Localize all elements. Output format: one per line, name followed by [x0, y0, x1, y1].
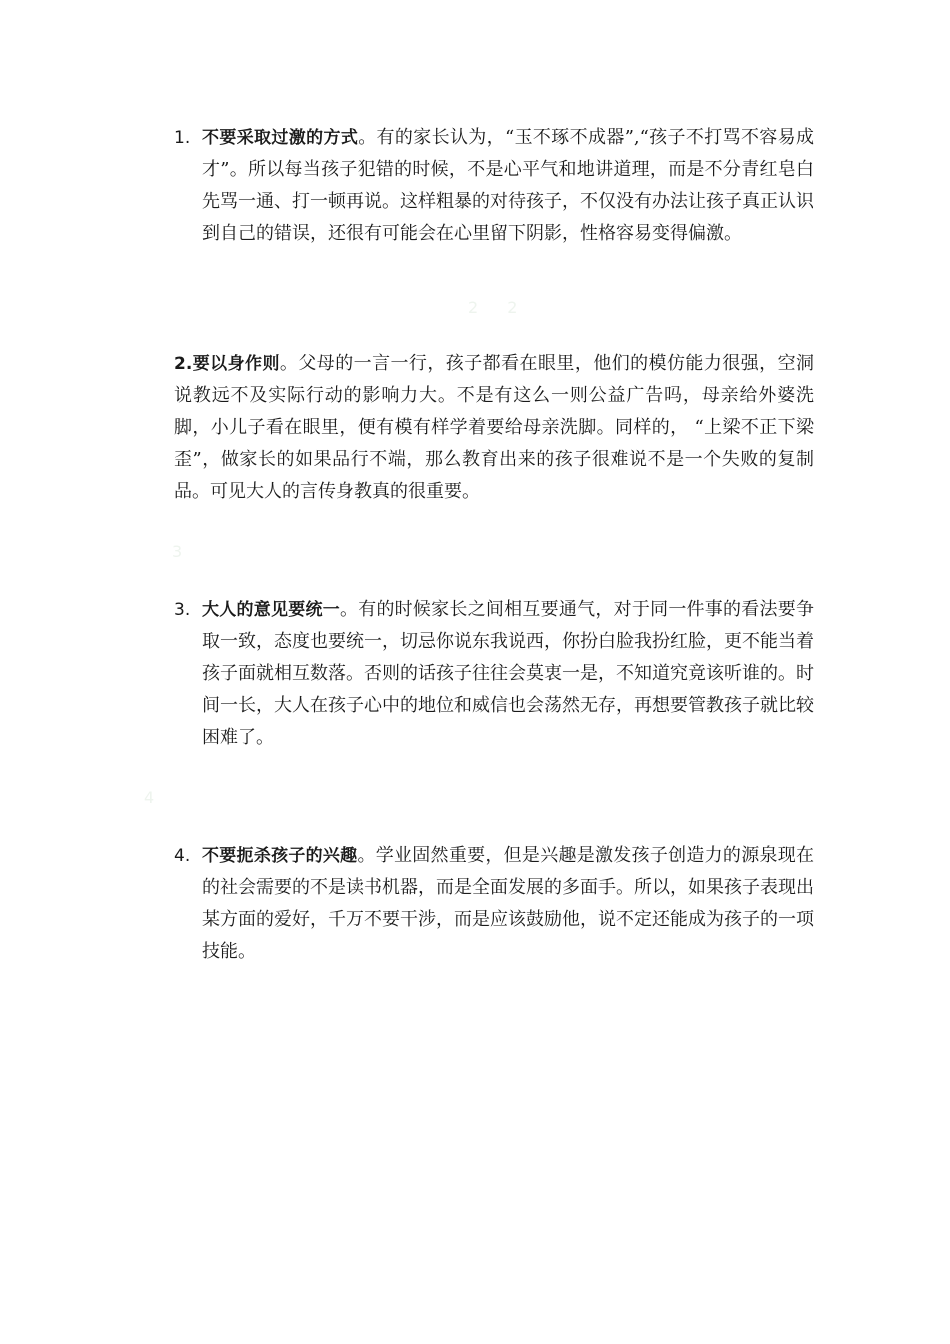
item-number: 2.	[174, 354, 193, 374]
faint-watermark-mark: 2 2	[468, 298, 530, 317]
faint-watermark-mark: 3	[172, 542, 183, 561]
item-body: 。有的时候家长之间相互要通气，对于同一件事的看法要争取一致，态度也要统一，切忌你说东我说西，你扮白脸我扮红脸，更不能当着孩子面就相互数落。否则的话孩子往往会莫衷一是，不知道究竟该听谁的。时间一长，大人在孩子心中的地位和威信也会荡然无存，再想要管教孩子就比较困难了。	[202, 599, 815, 748]
item-number: 3.	[174, 600, 191, 620]
list-item-2	[174, 348, 814, 508]
item-body: 。学业固然重要，但是兴趣是激发孩子创造力的源泉现在的社会需要的不是读书机器，而是全面发展的多面手。所以，如果孩子表现出某方面的爱好，千万不要干涉，而是应该鼓励他，说不定还能成为孩子的一项技能。	[202, 845, 815, 962]
list-item-4	[174, 840, 814, 968]
item-number: 1.	[174, 128, 191, 148]
item-heading: 不要采取过激的方式	[202, 128, 359, 148]
item-body: 。有的家长认为，“玉不琢不成器”,“孩子不打骂不容易成才”。所以每当孩子犯错的时候，不是心平气和地讲道理，而是不分青红皂白先骂一通、打一顿再说。这样粗暴的对待孩子，不仅没有办法让孩子真正认识到自己的错误，还很有可能会在心里留下阴影，性格容易变得偏激。	[202, 127, 815, 244]
item-heading: 大人的意见要统一	[202, 600, 340, 620]
item-body: 。父母的一言一行，孩子都看在眼里，他们的模仿能力很强，空洞说教远不及实际行动的影响力大。不是有这么一则公益广告吗，母亲给外婆洗脚，小儿子看在眼里，便有模有样学着要给母亲洗脚。同样的， “上梁不正下梁歪”，做家长的如果品行不端，那么教育出来的孩子很难说不是一个失败的复制品。可见大人的言传身教真的很重要。	[174, 353, 815, 502]
item-heading: 要以身作则	[192, 354, 280, 374]
list-item-3	[174, 594, 814, 754]
list-item-1	[174, 122, 814, 250]
item-heading: 不要扼杀孩子的兴趣	[202, 846, 358, 866]
item-number: 4.	[174, 846, 191, 866]
faint-watermark-mark: 4	[144, 788, 155, 807]
